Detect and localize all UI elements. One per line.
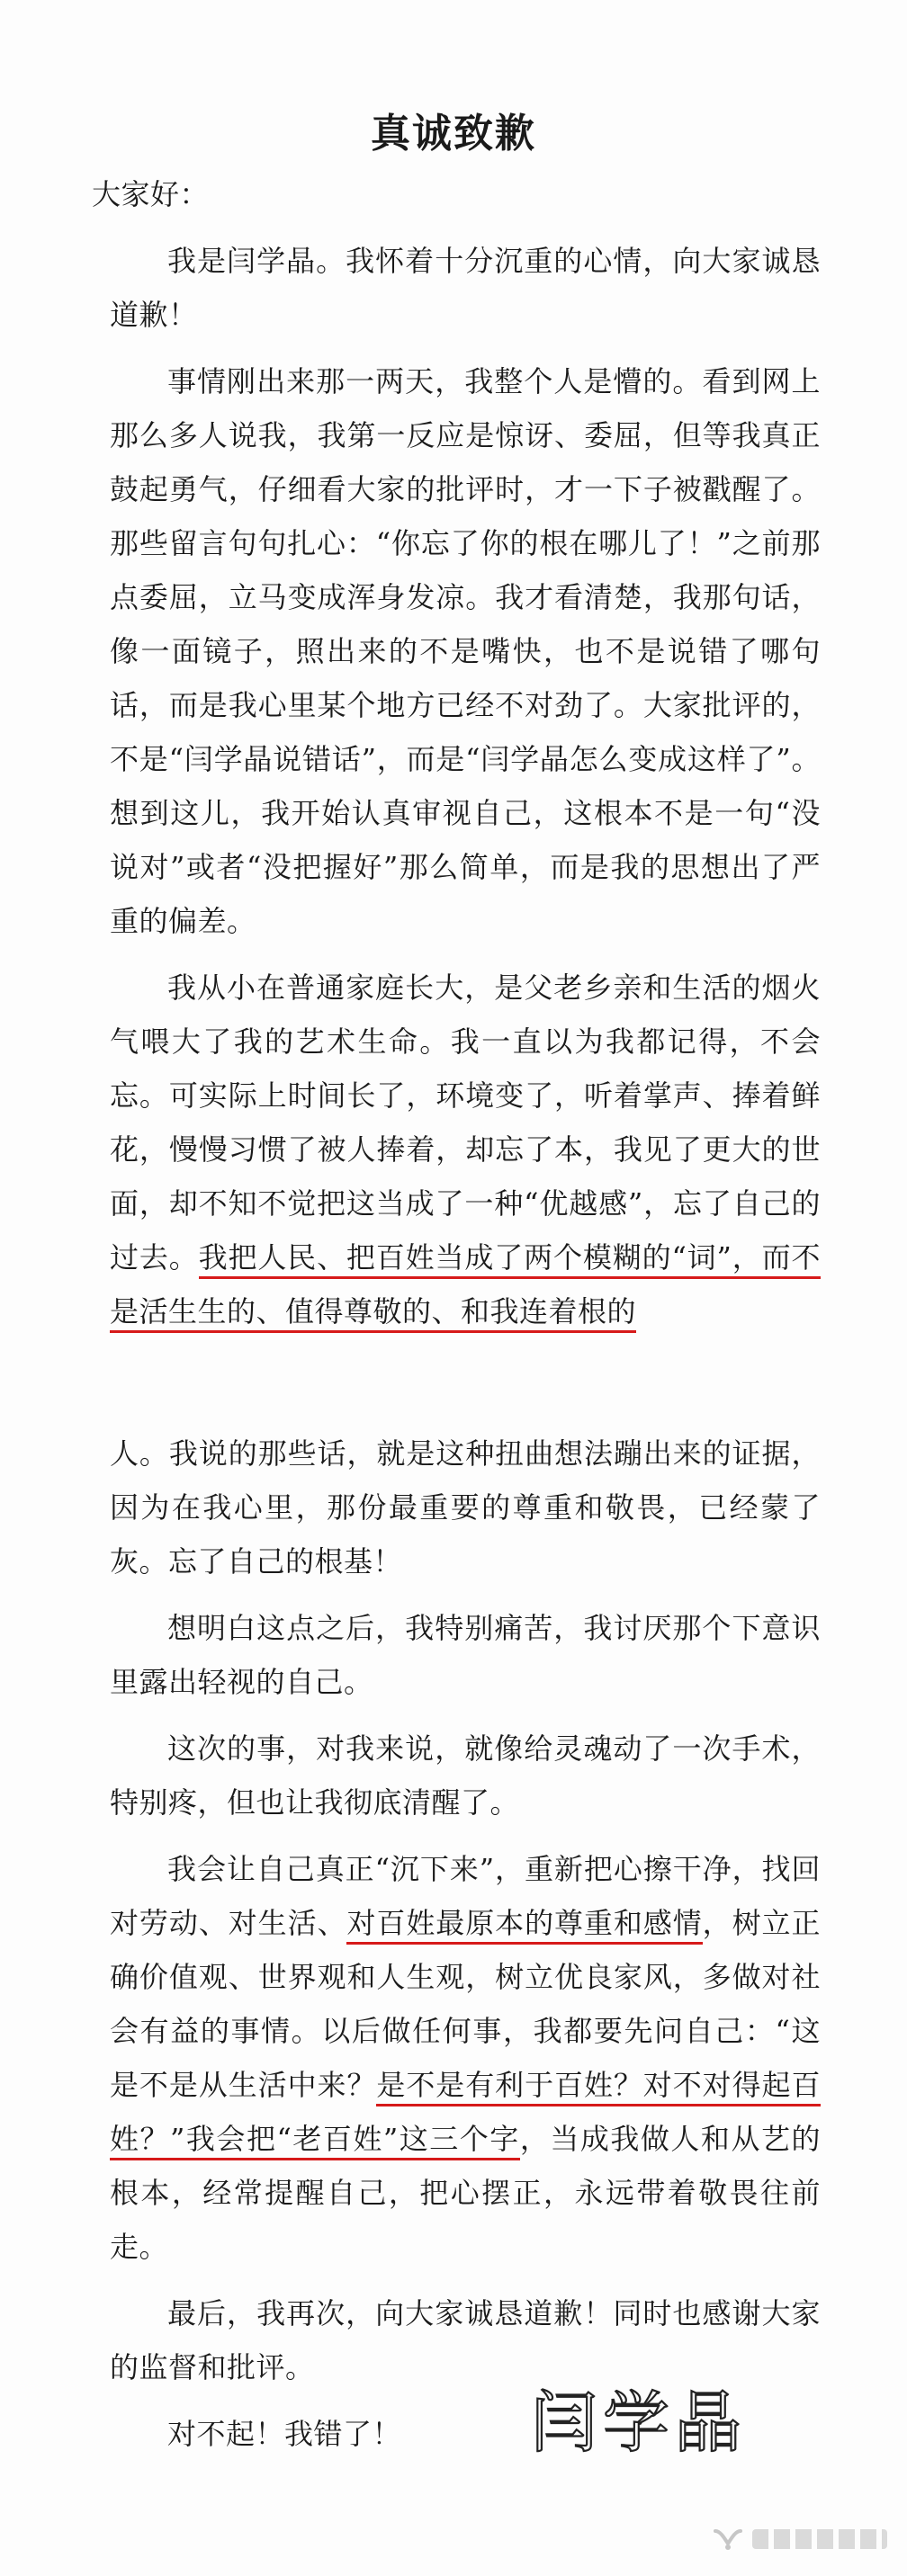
- commitment-text-b: ，树立正确价值观、世界观和人生观，树立优良家风，多做对社会有益的事情。以后做任何事，我都要先问自己：“这是不是从生活中来？: [110, 1906, 821, 2102]
- paragraph-commitment: [110, 1842, 821, 2274]
- paragraph-background-continued: 人。我说的那些话，就是这种扭曲想法蹦出来的证据，因为在我心里，那份最重要的尊重和敬畏，已经蒙了灰。忘了自己的根基！: [110, 1436, 821, 1579]
- signature-text: 闫学晶: [531, 2384, 747, 2460]
- paragraph-surgery: 这次的事，对我来说，就像给灵魂动了一次手术，特别疼，但也让我彻底清醒了。: [110, 1731, 821, 1820]
- letter-body-bottom: [110, 1427, 821, 2473]
- highlight-respect-for-people: 对百姓最原本的尊重和感情: [346, 1906, 702, 1945]
- paragraph-intro: 我是闫学晶。我怀着十分沉重的心情，向大家诚恳道歉！: [110, 244, 821, 332]
- wechat-channel-icon: [713, 2526, 743, 2553]
- letter-title: 真诚致歉: [371, 111, 536, 157]
- paragraph-pain: 想明白这点之后，我特别痛苦，我讨厌那个下意识里露出轻视的自己。: [110, 1611, 821, 1699]
- watermark-text-blur: [752, 2529, 887, 2549]
- highlight-benefit-people: 是不是有利于百姓？对不对得起百姓？”我会把“老百姓”这三个字: [110, 2068, 821, 2160]
- signature-graphic: [522, 2379, 756, 2460]
- paragraph-sorry: 对不起！我错了！: [167, 2417, 402, 2451]
- letter-body-top: [92, 167, 821, 1351]
- greeting: 大家好：: [92, 177, 210, 211]
- paragraph-reflection: 事情刚出来那一两天，我整个人是懵的。看到网上那么多人说我，我第一反应是惊讶、委屈，但等我真正鼓起勇气，仔细看大家的批评时，才一下子被戳醒了。那些留言句句扎心：“你忘了你的根在哪儿了！”之前那点委屈，立马变成浑身发凉。我才看清楚，我那句话，像一面镜子，照出来的不是嘴快，也不是说错了哪句话，而是我心里某个地方已经不对劲了。大家批评的，不是“闫学晶说错话”，而是“闫学晶怎么变成这样了”。想到这儿，我开始认真审视自己，这根本不是一句“没说对”或者“没把握好”那么简单，而是我的思想出了严重的偏差。: [110, 364, 821, 938]
- highlight-people-words: 我把人民、把百姓当成了两个模糊的“词”，而不是活生生的、值得尊敬的、和我连着根的: [110, 1240, 821, 1333]
- commitment-text-c: ，当成我做人和从艺的根本，经常提醒自己，把心摆正，永远带着敬畏往前走。: [110, 2122, 821, 2264]
- paragraph-background-text: 我从小在普通家庭长大，是父老乡亲和生活的烟火气喂大了我的艺术生命。我一直以为我都记得，不会忘。可实际上时间长了，环境变了，听着掌声、捧着鲜花，慢慢习惯了被人捧着，却忘了本，我见了更大的世面，却不知不觉把这当成了一种“优越感”，忘了自己的过去。: [110, 970, 821, 1275]
- signature: [522, 2379, 756, 2460]
- watermark: [713, 2526, 887, 2553]
- paragraph-closing: 最后，我再次，向大家诚恳道歉！同时也感谢大家的监督和批评。: [110, 2296, 821, 2384]
- paragraph-background: [110, 961, 821, 1338]
- commitment-text-a: 我会让自己真正“沉下来”，重新把心擦干净，找回对劳动、对生活、: [110, 1852, 821, 1940]
